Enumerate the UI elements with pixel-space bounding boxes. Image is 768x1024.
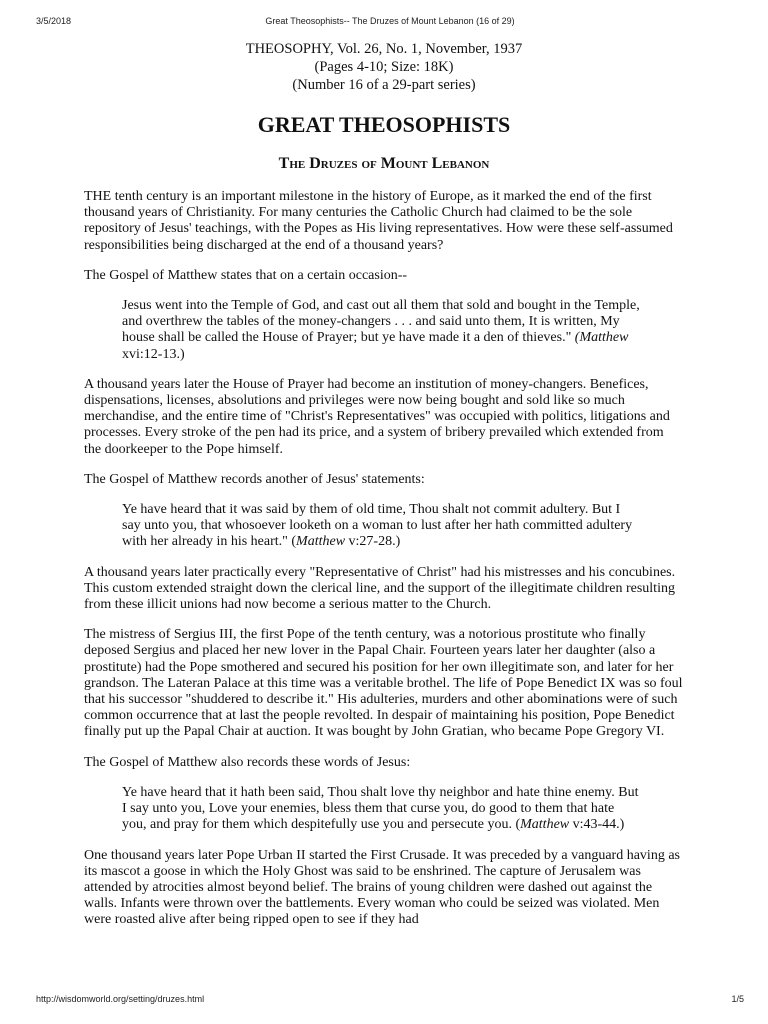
paragraph-7: The Gospel of Matthew also records these words of Jesus:	[84, 754, 411, 770]
masthead-journal: THEOSOPHY, Vol. 26, No. 1, November, 1937	[245, 41, 523, 57]
article	[84, 40, 684, 929]
quote-1-ref: xvi:12-13.)	[122, 346, 185, 362]
quote-1-text: Jesus went into the Temple of God, and cast out all them that sold and bought in the Temple, and overthrew the tables of the money-changers . . . and said unto them, It is written, My house shall be called the House of Prayer; but ye have made it a den of thieves."	[122, 298, 640, 346]
quote-2-text: Ye have heard that it was said by them of old time, Thou shalt not commit adultery. But I say unto you, that whosoever looketh on a woman to lust after her hath committed adultery with her already in his heart." (	[122, 502, 633, 550]
quote-2-cite: Matthew	[296, 534, 346, 550]
page-subtitle: The Druzes of Mount Lebanon	[278, 155, 490, 172]
quote-1	[122, 298, 642, 363]
paragraph-1: THE tenth century is an important milestone in the history of Europe, as it marked the end of the first thousand years of Christianity. For many centuries the Catholic Church had claimed to be the sole repository of Jesus' teachings, with the Popes as His living representatives. How were these self-assumed responsibilities being discharged at the end of a thousand years?	[84, 189, 673, 253]
quote-3-text: Ye have heard that it hath been said, Thou shalt love thy neighbor and hate thine enemy. But I say unto you, Love your enemies, bless them that curse you, do good to them that hate you, and pray for them which despitefully use you and persecute you. (	[122, 784, 639, 833]
masthead	[84, 40, 684, 94]
quote-3	[122, 785, 642, 834]
page-title: GREAT THEOSOPHISTS	[257, 112, 511, 137]
print-footer	[36, 994, 744, 1008]
print-page-number: 1/5	[731, 994, 744, 1004]
quote-1-cite: (Matthew	[574, 330, 629, 346]
quote-3-cite: Matthew	[520, 817, 570, 833]
quote-3-ref: v:43-44.)	[572, 817, 625, 833]
print-page-title: Great Theosophists-- The Druzes of Mount Lebanon (16 of 29)	[265, 16, 515, 26]
masthead-pages: (Pages 4-10; Size: 18K)	[314, 59, 454, 75]
quote-2	[122, 502, 642, 551]
print-url: http://wisdomworld.org/setting/druzes.html	[36, 994, 205, 1004]
print-header	[36, 16, 744, 30]
print-date: 3/5/2018	[36, 16, 72, 26]
quote-2-ref: v:27-28.)	[348, 534, 401, 550]
paragraph-3: A thousand years later the House of Prayer had become an institution of money-changers. Benefices, dispensations, licenses, absolutions and privileges were now being bought and sold like so much merchandise, and the entire time of "Christ's Representatives" was occupied with politics, litigations and processes. Every stroke of the pen had its price, and a system of bribery prevailed which extended from the doorkeeper to the Pope himself.	[84, 376, 670, 457]
masthead-series: (Number 16 of a 29-part series)	[292, 77, 476, 93]
paragraph-6: The mistress of Sergius III, the first Pope of the tenth century, was a notorious prostitute who finally deposed Sergius and placed her new lover in the Papal Chair. Fourteen years later her daughter (also a prostitute) had the Pope smothered and secured his position for her own illegitimate son, and later for her grandson. The Lateran Palace at this time was a veritable brothel. The life of Pope Benedict IX was so foul that his successor "shuddered to describe it." His adulteries, murders and other abominations were of such common occurrence that at last the people revolted. In despair of maintaining his position, Pope Benedict finally put up the Papal Chair at auction. It was bought by John Gratian, who became Pope Gregory VI.	[84, 627, 683, 740]
paragraph-4: The Gospel of Matthew records another of Jesus' statements:	[84, 471, 425, 487]
paragraph-8: One thousand years later Pope Urban II started the First Crusade. It was preceded by a vanguard having as its mascot a goose in which the Holy Ghost was said to be enshrined. The capture of Jerusalem was attended by atrocities almost beyond belief. The brains of young children were dashed out against the walls. Infants were thrown over the battlements. Every woman who could be seized was violated. Men were roasted alive after being ripped open to see if they had	[84, 847, 680, 928]
paragraph-5: A thousand years later practically every "Representative of Christ" had his mistresses and his concubines. This custom extended straight down the clerical line, and the support of the illegitimate children resulting from these illicit unions had now become a serious matter to the Church.	[84, 564, 676, 613]
paragraph-2: The Gospel of Matthew states that on a certain occasion--	[84, 267, 408, 283]
